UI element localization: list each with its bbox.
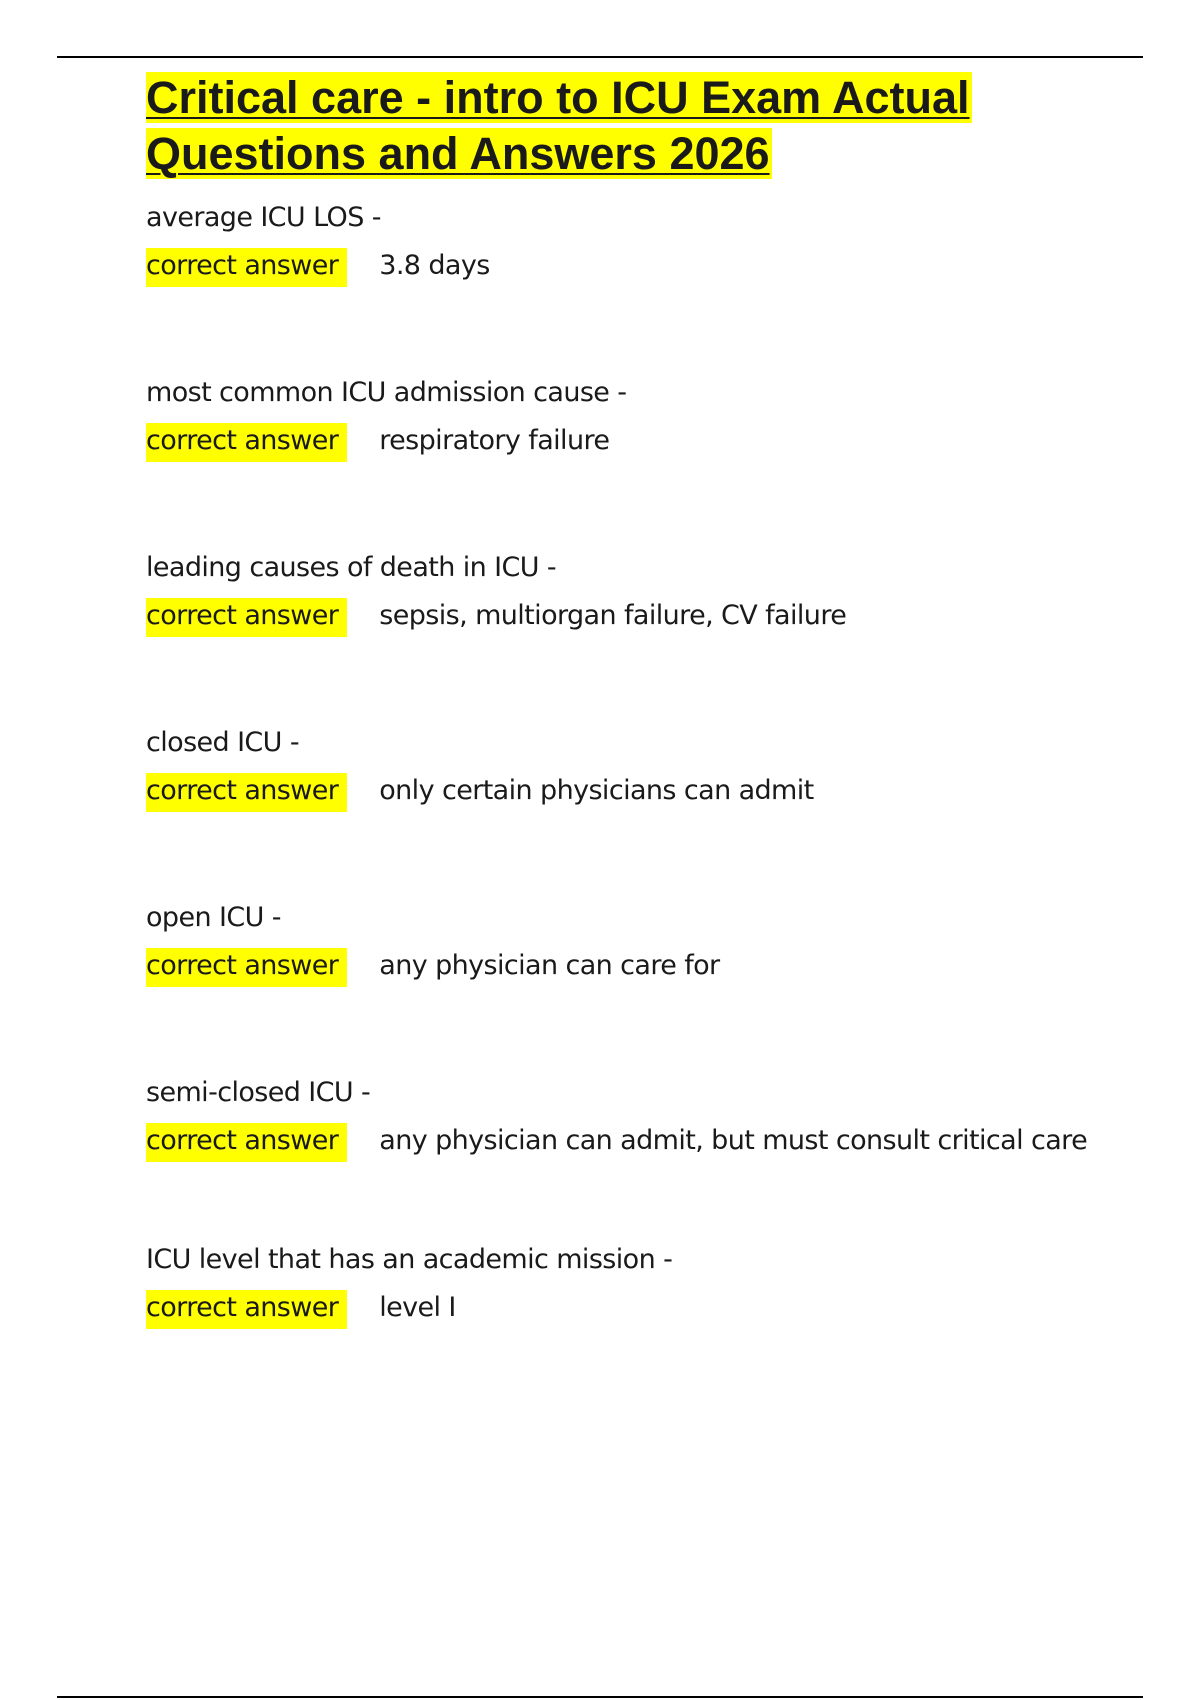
correct-answer-marker: correct answer [146, 773, 347, 812]
answer-text: any physician can care for [379, 950, 720, 981]
qa-item [146, 894, 1106, 990]
answer-text: any physician can admit, but must consult critical care [379, 1125, 1088, 1156]
document-title-text: Critical care - intro to ICU Exam Actual Questions and Answers 2026 [146, 72, 970, 179]
correct-answer-marker: correct answer [146, 598, 347, 637]
qa-item [146, 719, 1106, 815]
answer-line [146, 417, 1106, 465]
correct-answer-marker: correct answer [146, 1123, 347, 1162]
document-body [146, 70, 1106, 1411]
qa-item [146, 1236, 1106, 1332]
question-text: semi-closed ICU - [146, 1077, 371, 1108]
answer-text: 3.8 days [379, 250, 490, 281]
top-rule [57, 56, 1143, 58]
question-text: open ICU - [146, 902, 281, 933]
question-text: ICU level that has an academic mission - [146, 1244, 673, 1275]
question-text: leading causes of death in ICU - [146, 552, 557, 583]
correct-answer-marker: correct answer [146, 248, 347, 287]
answer-line [146, 1284, 1106, 1332]
answer-text: only certain physicians can admit [379, 775, 814, 806]
answer-line [146, 1117, 1106, 1165]
answer-text: respiratory failure [379, 425, 610, 456]
qa-list [146, 194, 1106, 1332]
answer-line [146, 592, 1106, 640]
qa-item [146, 544, 1106, 640]
qa-item [146, 369, 1106, 465]
bottom-rule [57, 1696, 1143, 1698]
answer-line [146, 767, 1106, 815]
question-text: most common ICU admission cause - [146, 377, 627, 408]
answer-line [146, 942, 1106, 990]
correct-answer-marker: correct answer [146, 423, 347, 462]
question-text: average ICU LOS - [146, 202, 381, 233]
correct-answer-marker: correct answer [146, 948, 347, 987]
correct-answer-marker: correct answer [146, 1290, 347, 1329]
document-title [146, 70, 1066, 182]
qa-item [146, 194, 1106, 290]
answer-line [146, 242, 1106, 290]
question-text: closed ICU - [146, 727, 299, 758]
answer-text: level I [379, 1292, 456, 1323]
answer-text: sepsis, multiorgan failure, CV failure [379, 600, 847, 631]
qa-item [146, 1069, 1106, 1165]
